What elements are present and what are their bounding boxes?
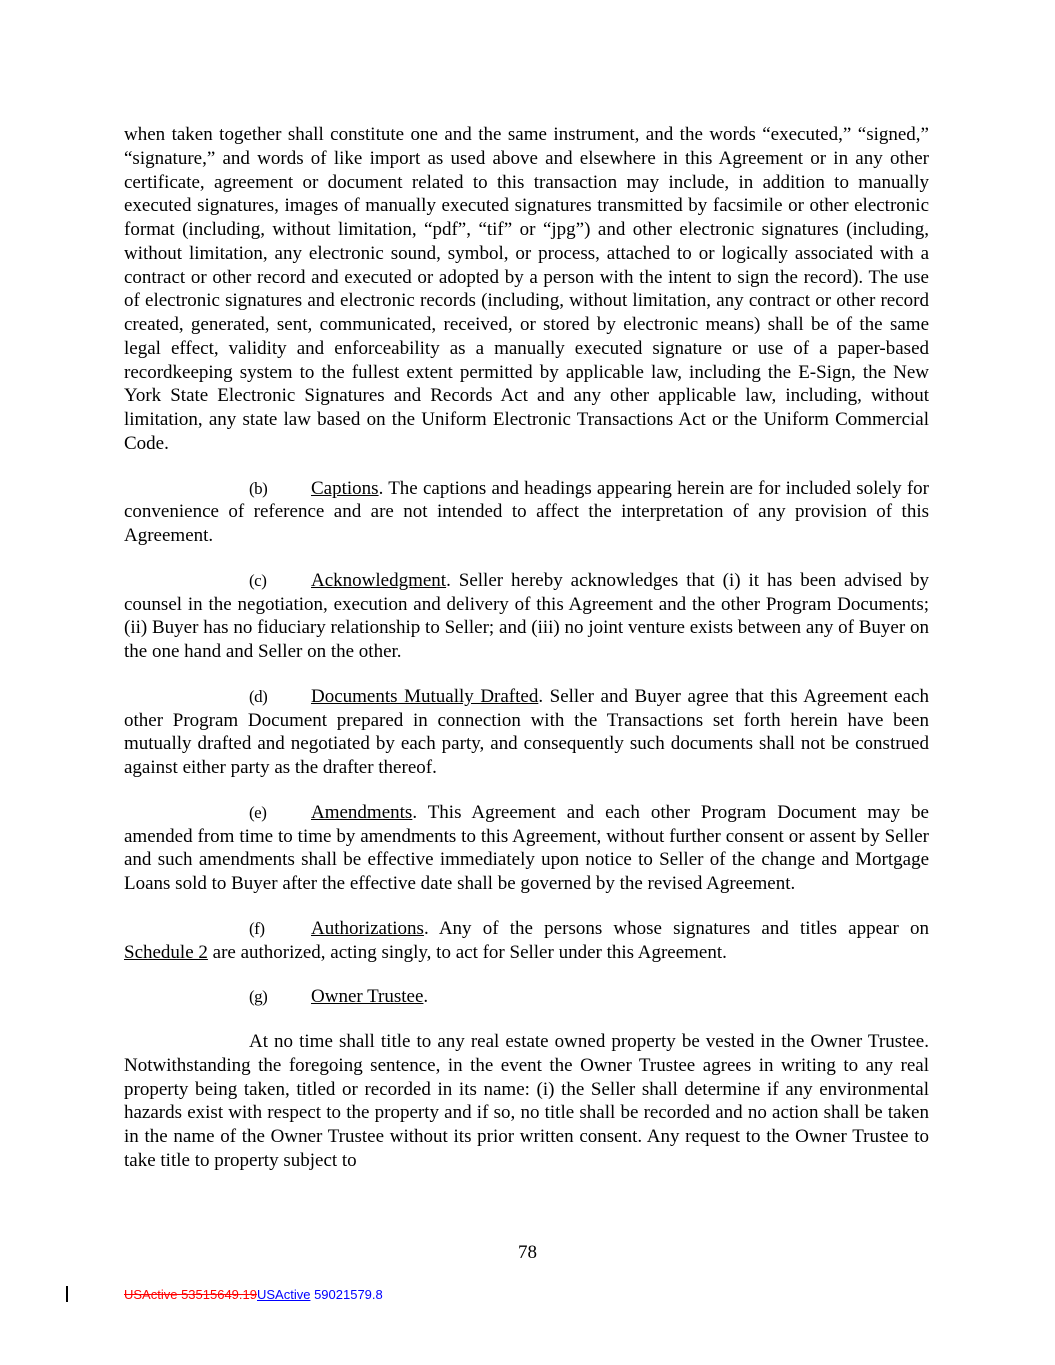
section-heading: Captions [311,477,379,499]
section-text: . Seller hereby acknowledges that (i) it has been advised by counsel in the negotiation, execution and delivery of this Agreement and the other Program Documents; (ii) Buyer has no fiduciary relationship to Seller; and (iii) no joint venture exists between any of Buyer on the one hand and Seller on the other. [124,569,929,662]
section-text: . Seller and Buyer agree that this Agreement each other Program Document prepared in connection with the Transactions set forth herein have been mutually drafted and negotiated by each party, and consequently such documents shall not be construed against either party as the drafter thereof. [124,685,929,778]
change-bar [66,1286,68,1302]
footer-deleted-id: USActive 53515649.19 [124,1287,257,1302]
section-text: . [423,986,429,1008]
section-heading: Acknowledgment [311,569,447,591]
section-label: (b) [249,478,268,498]
section-text: . This Agreement and each other Program Document may be amended from time to time by amendments to this Agreement, without further consent or assent by Seller and such amendments shall be effective immediately upon notice to Seller of the change and Mortgage Loans sold to Buyer after the effective date shall be governed by the revised Agreement. [124,801,929,894]
section-g [124,985,929,1009]
section-f [124,917,929,965]
section-heading: Documents Mutually Drafted [311,685,539,707]
section-label: (c) [249,570,267,590]
section-c [124,569,929,664]
document-footer [124,1287,383,1302]
section-heading: Amendments [311,801,413,823]
section-text: . The captions and headings appearing herein are for included solely for convenience of reference and are not intended to affect the interpretation of any provision of this Agreement. [124,477,929,546]
section-label: (g) [249,987,268,1007]
section-label: (f) [249,918,265,938]
footer-doc-number: 59021579.8 [310,1287,383,1302]
document-page [124,123,929,1173]
section-e [124,801,929,896]
section-text: . Any of the persons whose signatures and titles appear on [423,917,929,939]
section-b [124,477,929,548]
owner-trustee-paragraph: At no time shall title to any real estate owned property be vested in the Owner Trustee. Notwithstanding the foregoing sentence, in the event the Owner Trustee agrees in writing to any real property being taken, titled or recorded in its name: (i) the Seller shall determine if any environmental hazards exist with respect to the property and if so, no title shall be recorded and no action shall be taken in the name of the Owner Trustee without its prior written consent. Any request to the Owner Trustee to take title to property subject to [124,1031,929,1171]
section-d [124,685,929,780]
continuation-paragraph: when taken together shall constitute one and the same instrument, and the words “executed,” “signed,” “signature,” and words of like import as used above and elsewhere in this Agreement or in any other certificate, agreement or document related to this transaction may include, in addition to manually executed signatures, images of manually executed signatures transmitted by facsimile or other electronic format (including, without limitation, “pdf”, “tif” or “jpg”) and other electronic signatures (including, without limitation, any electronic sound, symbol, or process, attached to or logically associated with a contract or other record and executed or adopted by a person with the intent to sign the record). The use of electronic signatures and electronic records (including, without limitation, any contract or other record created, generated, sent, communicated, received, or stored by electronic means) shall be of the same legal effect, validity and enforceability as a manually executed signature or use of a paper-based recordkeeping system to the fullest extent permitted by applicable law, including the E-Sign, the New York State Electronic Signatures and Records Act and any other applicable law, including, without limitation, any state law based on the Uniform Electronic Transactions Act or the Uniform Commercial Code. [124,124,929,454]
section-heading: Owner Trustee [311,986,424,1008]
section-label: (e) [249,802,267,822]
schedule-2-reference: Schedule 2 [124,941,208,963]
section-text-continued: are authorized, acting singly, to act for Seller under this Agreement. [207,941,727,963]
section-label: (d) [249,686,268,706]
page-number: 78 [518,1242,537,1263]
footer-inserted-id: USActive [256,1287,311,1302]
section-heading: Authorizations [311,917,424,939]
